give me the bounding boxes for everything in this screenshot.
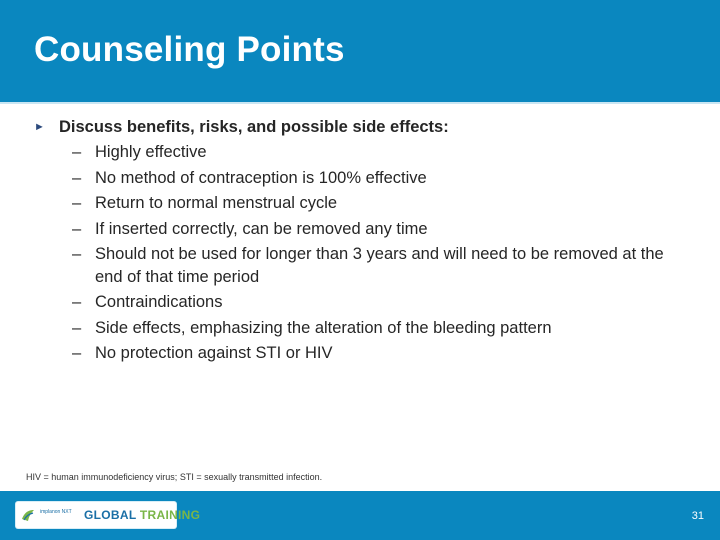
logo-training-text: TRAINING — [139, 508, 201, 522]
logo-global-text: GLOBAL — [84, 508, 137, 522]
dash-marker: – — [72, 245, 82, 263]
sub-bullet-text: Highly effective — [95, 143, 207, 161]
dash-marker: – — [72, 143, 82, 161]
sub-bullet-item — [34, 342, 694, 365]
sub-bullet-item — [34, 192, 694, 215]
sub-bullet-item — [34, 291, 694, 314]
sub-bullet-text: Side effects, emphasizing the alteration of the bleeding pattern — [95, 318, 552, 337]
sub-bullet-item — [34, 167, 694, 190]
logo-wordmark — [84, 508, 200, 522]
sub-bullet-item — [34, 243, 694, 288]
main-bullet — [34, 116, 694, 138]
dash-marker: – — [72, 293, 82, 311]
dash-marker: – — [72, 194, 82, 212]
sub-bullet-text: Should not be used for longer than 3 years and will need to be removed at the end of that time period — [95, 245, 664, 286]
logo-mark-icon — [20, 507, 36, 523]
page-number: 31 — [691, 510, 704, 522]
sub-bullet-text: No protection against STI or HIV — [95, 344, 333, 362]
global-training-logo — [16, 502, 201, 528]
sub-bullet-item — [34, 141, 694, 164]
triangle-right-icon: ► — [34, 121, 45, 133]
slide-title: Counseling Points — [34, 30, 345, 69]
sub-bullet-text: If inserted correctly, can be removed any time — [95, 219, 428, 238]
sub-bullet-text: No method of contraception is 100% effective — [95, 168, 427, 187]
sub-bullet-item — [34, 317, 694, 340]
title-divider — [0, 102, 720, 104]
dash-marker: – — [72, 344, 82, 362]
sub-bullet-text: Return to normal menstrual cycle — [95, 194, 338, 212]
footnote: HIV = human immunodeficiency virus; STI = sexually transmitted infection. — [26, 472, 323, 482]
main-bullet-text: Discuss benefits, risks, and possible side effects: — [59, 118, 449, 136]
sub-bullet-list — [34, 141, 694, 365]
dash-marker: – — [72, 318, 82, 337]
dash-marker: – — [72, 219, 82, 238]
logo-product-name: implanon NXT — [40, 509, 72, 515]
sub-bullet-text: Contraindications — [95, 293, 223, 311]
slide-content — [34, 116, 694, 368]
sub-bullet-item — [34, 218, 694, 241]
dash-marker: – — [72, 168, 82, 187]
